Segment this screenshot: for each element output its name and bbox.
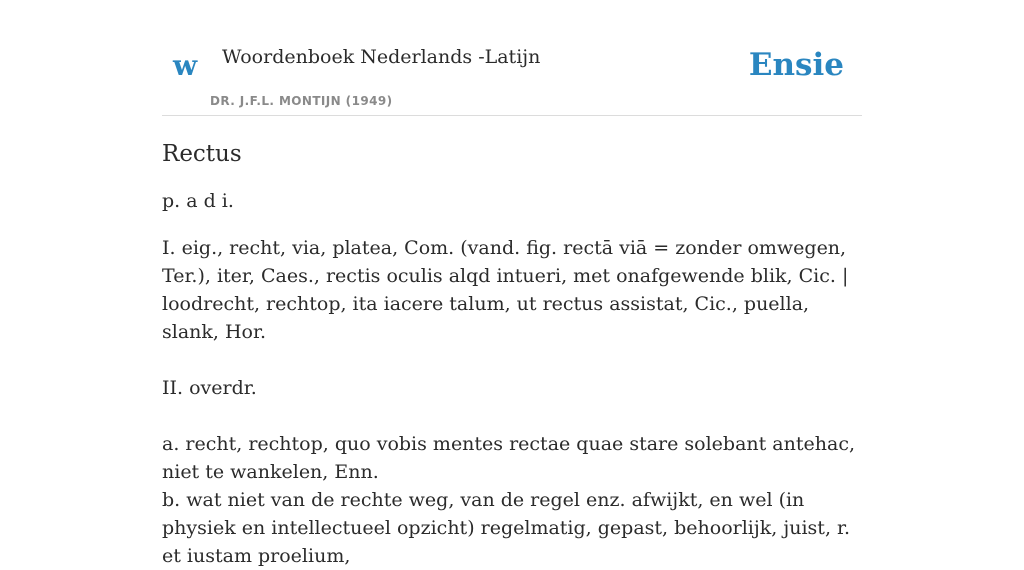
part-of-speech: p. a d i. bbox=[162, 190, 234, 212]
sense-figurative-heading: II. overdr. bbox=[162, 377, 257, 399]
entry-content bbox=[162, 138, 867, 570]
book-title[interactable]: Woordenboek Nederlands -Latijn bbox=[222, 46, 541, 68]
sense-literal: I. eig., recht, via, platea, Com. (vand. fig. rectā viā = zonder omwegen, Ter.), iter, Caes., rectis oculis alqd intueri, met onafgewende blik, Cic. | loodrecht, rechtop, ita iacere talum, ut rectus assistat, Cic., puella, slank, Hor. bbox=[162, 237, 849, 343]
sub-sense-b: b. wat niet van de rechte weg, van de regel enz. afwijkt, en wel (in physiek en intellectueel opzicht) regelmatig, gepast, behoorlijk, juist, r. et iustam proelium, bbox=[162, 489, 851, 567]
book-author: DR. J.F.L. MONTIJN (1949) bbox=[210, 94, 393, 108]
dictionary-logo[interactable]: w bbox=[173, 49, 198, 82]
site-header bbox=[162, 0, 862, 116]
ensie-brand-logo[interactable]: Ensie bbox=[748, 47, 844, 83]
sub-sense-a: a. recht, rechtop, quo vobis mentes rectae quae stare solebant antehac, niet te wankelen, Enn. bbox=[162, 433, 855, 483]
entry-title: Rectus bbox=[162, 141, 242, 167]
